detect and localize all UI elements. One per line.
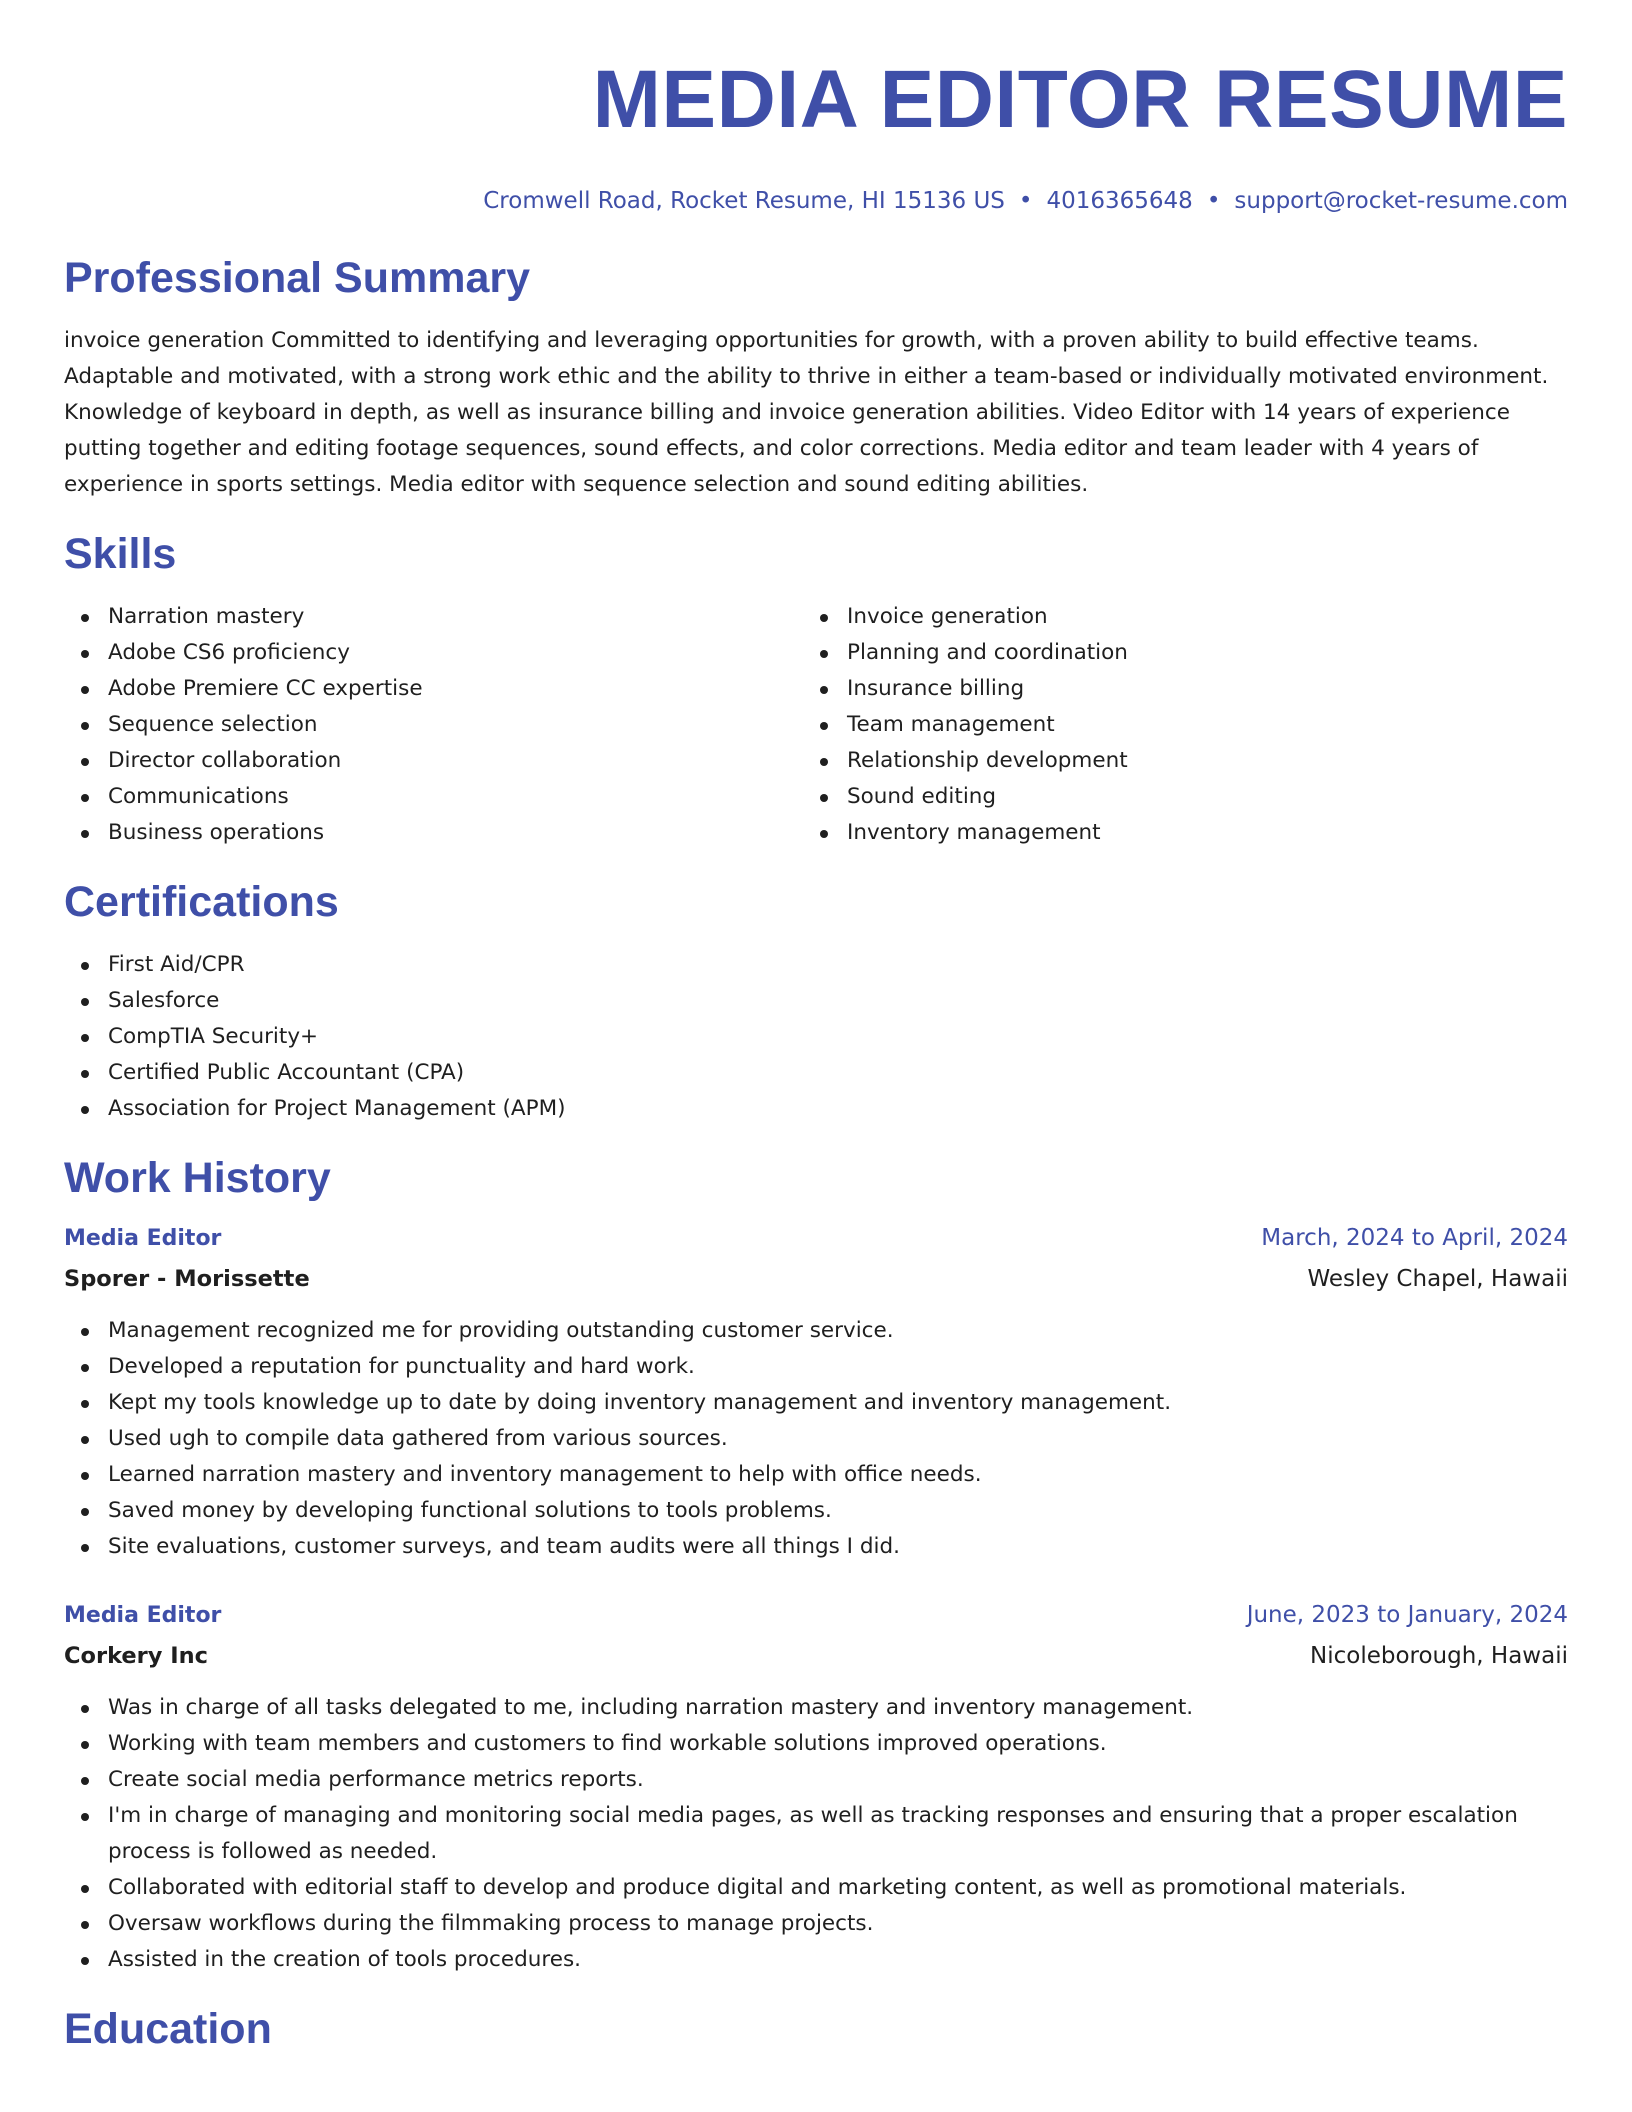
skills-list-right [803,599,1542,851]
certification-item: Salesforce [64,983,1568,1019]
job-bullet: Create social media performance metrics reports. [64,1762,1568,1798]
skill-item: Business operations [64,815,803,851]
job-company-row [64,1261,1568,1297]
skill-item: Narration mastery [64,599,803,635]
job-bullet: Oversaw workflows during the filmmaking process to manage projects. [64,1906,1568,1942]
job-company: Corkery Inc [64,1643,209,1669]
job-bullet: Was in charge of all tasks delegated to me, including narration mastery and inventory management. [64,1690,1568,1726]
job-company-row [64,1638,1568,1674]
skill-item: Adobe CS6 proficiency [64,635,803,671]
summary-text: invoice generation Committed to identifying and leveraging opportunities for growth, with a proven ability to build effective teams. Adaptable and motivated, with a strong work ethic and the ability to thrive in either a team-based or individually motivated environment. Knowledge of keyboard in depth, as well as insurance billing and invoice generation abilities. Video Editor with 14 years of experience putting together and editing footage sequences, sound effects, and color corrections. Media editor and team leader with 4 years of experience in sports settings. Media editor with sequence selection and sound editing abilities. [64,328,1549,497]
skill-item: Sequence selection [64,707,803,743]
skill-item: Relationship development [803,743,1542,779]
skill-item: Invoice generation [803,599,1542,635]
skill-item: Adobe Premiere CC expertise [64,671,803,707]
skill-item: Inventory management [803,815,1542,851]
skills-section [64,530,1568,851]
job-dates: June, 2023 to January, 2024 [1246,1602,1568,1628]
skills-columns [64,599,1568,851]
certification-item: CompTIA Security+ [64,1019,1568,1055]
contact-separator: • [1018,188,1033,214]
section-title-work-history: Work History [64,1154,331,1202]
job-title: Media Editor [64,1603,222,1628]
skill-item: Planning and coordination [803,635,1542,671]
job-header-row [64,1597,1568,1634]
certifications-list [64,947,1568,1127]
job-dates: March, 2024 to April, 2024 [1261,1225,1568,1251]
contact-address: Cromwell Road, Rocket Resume, HI 15136 US [483,188,1005,214]
certification-item: First Aid/CPR [64,947,1568,983]
skill-item: Insurance billing [803,671,1542,707]
job-bullet: Management recognized me for providing outstanding customer service. [64,1313,1568,1349]
job-entry [64,1597,1568,1978]
job-bullets [64,1313,1568,1565]
job-bullet: Used ugh to compile data gathered from various sources. [64,1421,1568,1457]
job-header-row [64,1220,1568,1257]
section-title-summary: Professional Summary [64,254,531,302]
job-entry [64,1220,1568,1565]
skill-item: Sound editing [803,779,1542,815]
contact-phone: 4016365648 [1046,188,1193,214]
job-bullet: Working with team members and customers to find workable solutions improved operations. [64,1726,1568,1762]
job-location: Nicoleborough, Hawaii [1310,1643,1568,1669]
education-section [64,2005,1568,2053]
certification-item: Association for Project Management (APM) [64,1091,1568,1127]
certifications-section [64,878,1568,1127]
skill-item: Director collaboration [64,743,803,779]
job-bullet: Collaborated with editorial staff to develop and produce digital and marketing content, as well as promotional materials. [64,1870,1568,1906]
contact-line [64,183,1568,219]
section-title-education: Education [64,2005,272,2053]
skill-item: Communications [64,779,803,815]
certification-item: Certified Public Accountant (CPA) [64,1055,1568,1091]
section-title-certifications: Certifications [64,878,339,926]
section-title-skills: Skills [64,530,177,578]
contact-separator: • [1206,188,1221,214]
contact-email: support@rocket-resume.com [1234,188,1568,214]
skills-list-left [64,599,803,851]
job-bullet: Developed a reputation for punctuality and hard work. [64,1349,1568,1385]
summary-section [64,254,1568,503]
job-bullet: Site evaluations, customer surveys, and team audits were all things I did. [64,1529,1568,1565]
job-title: Media Editor [64,1226,222,1251]
job-bullet: Kept my tools knowledge up to date by doing inventory management and inventory management. [64,1385,1568,1421]
resume-title: MEDIA EDITOR RESUME [592,54,1568,145]
job-location: Wesley Chapel, Hawaii [1307,1266,1568,1292]
job-bullets [64,1690,1568,1978]
work-history-section [64,1154,1568,1978]
job-company: Sporer - Morissette [64,1266,310,1292]
job-bullet: I'm in charge of managing and monitoring social media pages, as well as tracking responses and ensuring that a proper escalation process is followed as needed. [64,1798,1568,1870]
job-bullet: Assisted in the creation of tools procedures. [64,1942,1568,1978]
skill-item: Team management [803,707,1542,743]
job-bullet: Learned narration mastery and inventory management to help with office needs. [64,1457,1568,1493]
job-bullet: Saved money by developing functional solutions to tools problems. [64,1493,1568,1529]
